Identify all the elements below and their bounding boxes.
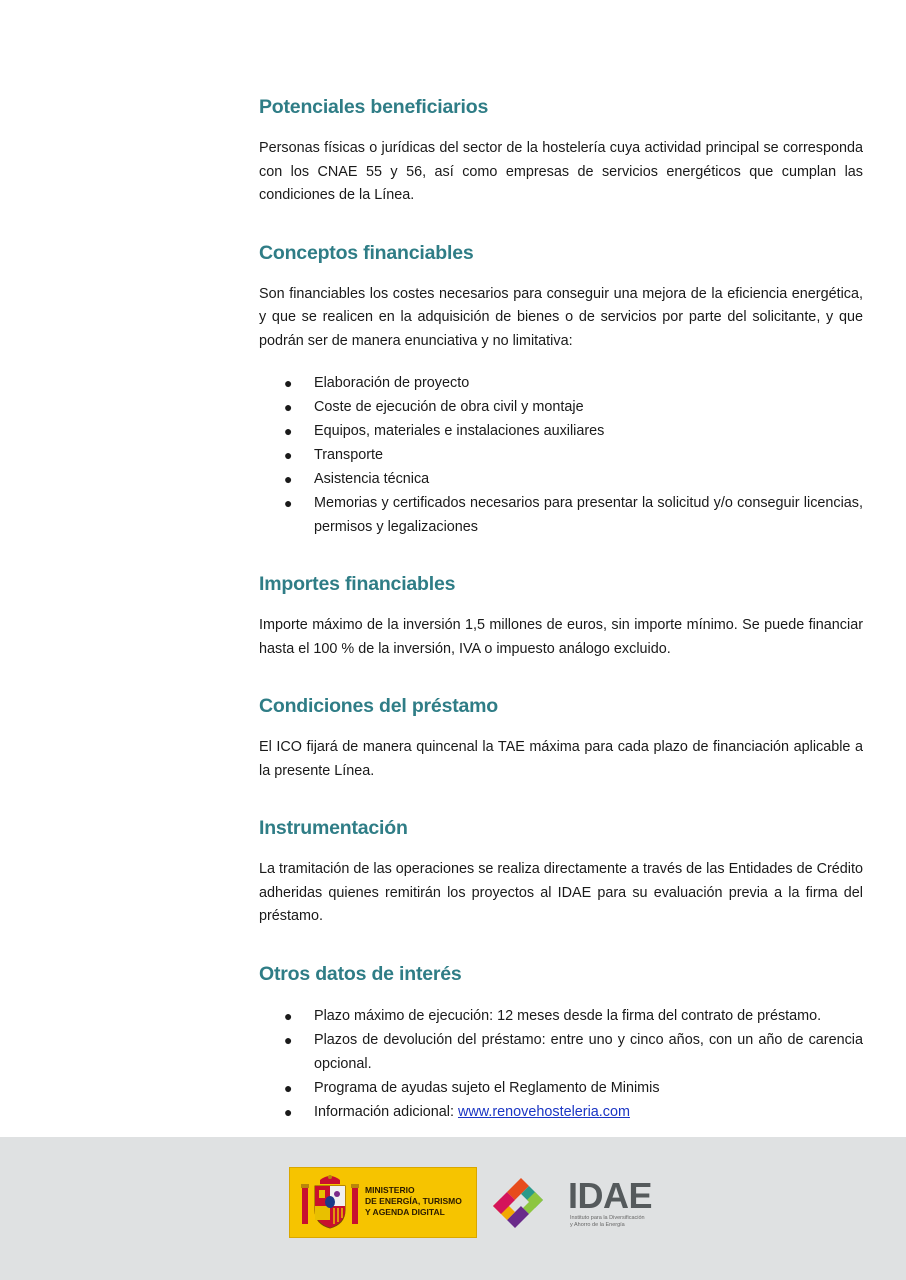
list-item: ● Plazos de devolución del préstamo: entre uno y cinco años, con un año de carencia opcional. xyxy=(284,1031,863,1072)
heading-otros-datos: Otros datos de interés xyxy=(259,962,462,985)
list-item: ● Equipos, materiales e instalaciones auxiliares xyxy=(284,423,605,439)
list-item: ● Programa de ayudas sujeto el Reglamento de Minimis xyxy=(284,1079,660,1096)
heading-condiciones: Condiciones del préstamo xyxy=(259,695,498,717)
heading-importes: Importes financiables xyxy=(259,573,456,595)
paragraph-condiciones: El ICO fijará de manera quincenal la TAE máxima para cada plazo de financiación aplicable a la presente Línea. xyxy=(259,739,863,779)
list-item: ● Coste de ejecución de obra civil y montaje xyxy=(284,399,584,415)
paragraph-instrumentacion: La tramitación de las operaciones se realiza directamente a través de las Entidades de Crédito adheridas quienes remitirán los proyectos al IDAE para su evaluación previa a la firma del préstamo. xyxy=(259,861,863,924)
list-item: ● Memorias y certificados necesarios para presentar la solicitud y/o conseguir licencias, permisos y legalizaciones xyxy=(284,495,863,535)
list-item: ● Elaboración de proyecto xyxy=(284,375,470,391)
list-item: ● Información adicional: www.renovehosteleria.com xyxy=(284,1103,630,1120)
idae-name: IDAE xyxy=(568,1175,653,1216)
ministry-logo xyxy=(289,1167,477,1238)
idae-logo-icon xyxy=(486,1172,564,1232)
list-item: ● Asistencia técnica xyxy=(284,471,430,487)
idae-logo xyxy=(486,1172,658,1232)
list-item: ● Plazo máximo de ejecución: 12 meses desde la firma del contrato de préstamo. xyxy=(284,1007,822,1024)
paragraph-beneficiarios: Personas físicas o jurídicas del sector de la hostelería cuya actividad principal se corresponda con los CNAE 55 y 56, así como empresas de servicios energéticos que cumplan las condiciones de la Línea. xyxy=(259,140,863,203)
renove-hosteleria-link[interactable]: www.renovehosteleria.com xyxy=(457,1103,630,1120)
conceptos-list xyxy=(259,371,863,539)
list-item: ● Transporte xyxy=(284,447,384,463)
spain-coat-of-arms-icon xyxy=(300,1172,360,1232)
paragraph-conceptos: Son financiables los costes necesarios para conseguir una mejora de la eficiencia energética, y que se realicen en la adquisición de bienes o de servicios por parte del solicitante, y que podrán ser de manera enunciativa y no limitativa: xyxy=(259,285,863,349)
otros-datos-list xyxy=(259,1004,863,1124)
ministry-name: MINISTERIO DE ENERGÍA, TURISMO Y AGENDA DIGITAL xyxy=(365,1185,462,1217)
paragraph-importes: Importe máximo de la inversión 1,5 millones de euros, sin importe mínimo. Se puede financiar hasta el 100 % de la inversión, IVA o impuesto análogo excluido. xyxy=(259,617,863,657)
document-body xyxy=(259,92,863,1124)
idae-subtitle: Instituto para la Diversificación y Ahorro de la Energía xyxy=(570,1215,645,1228)
heading-conceptos: Conceptos financiables xyxy=(259,241,474,264)
page-footer xyxy=(0,1137,906,1280)
heading-beneficiarios: Potenciales beneficiarios xyxy=(259,96,489,118)
heading-instrumentacion: Instrumentación xyxy=(259,817,408,839)
